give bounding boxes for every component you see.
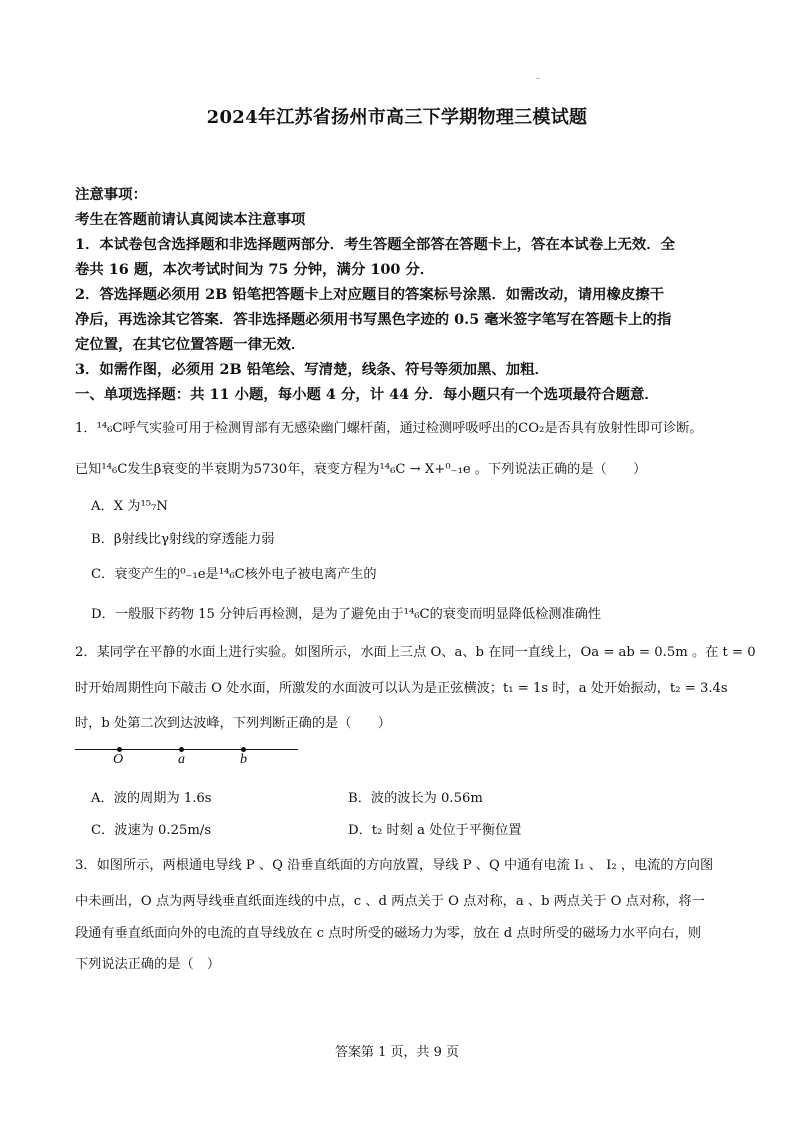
label-o: O: [113, 752, 124, 767]
q1-stem-line: 已知¹⁴₆C发生β衰变的半衰期为5730年，衰变方程为¹⁴₆C → X+⁰₋₁e 。下列说法正确的是（ ）: [75, 462, 647, 477]
notes-heading: 注意事项：: [75, 186, 147, 203]
q3-stem-line: 中未画出，O 点为两导线垂直纸面连线的中点，c 、d 两点关于 O 点对称，a 、b 两点关于 O 点对称，将一: [75, 894, 705, 909]
section-heading: 一、单项选择题：共 11 小题，每小题 4 分，计 44 分．每小题只有一个选项最符合题意．: [75, 386, 659, 403]
page-title: 2024年江苏省扬州市高三下学期物理三模试题: [206, 107, 588, 128]
notes-line: 卷共 16 题，本次考试时间为 75 分钟，满分 100 分．: [75, 261, 435, 278]
q1-option-b: B．β射线比γ射线的穿透能力弱: [91, 532, 275, 547]
q1-option-a: A．X 为¹⁵₇N: [91, 499, 168, 514]
q2-stem-line: 时开始周期性向下敲击 O 处水面，所激发的水面波可以认为是正弦横波；t₁ = 1s 时，a 处开始振动，t₂ = 3.4s: [75, 681, 728, 696]
q2-option-b: B．波的波长为 0.56m: [348, 791, 483, 806]
notes-line: 定位置，在其它位置答题一律无效．: [75, 336, 306, 353]
q3-stem-line: 3．如图所示，两根通电导线 P 、Q 沿垂直纸面的方向放置，导线 P 、Q 中通有电流 I₁ 、 I₂ ，电流的方向图: [75, 858, 714, 873]
q3-stem-line: 段通有垂直纸面向外的电流的直导线放在 c 点时所受的磁场力为零，放在 d 点时所受的磁场力水平向右，则: [75, 926, 702, 941]
q2-stem-line: 时，b 处第二次到达波峰，下列判断正确的是（ ）: [75, 716, 391, 731]
q1-option-d: D．一般服下药物 15 分钟后再检测，是为了避免由于¹⁴₆C的衰变而明显降低检测准确性: [91, 607, 602, 622]
q2-option-c: C．波速为 0.25m/s: [91, 823, 212, 838]
water-line: [75, 749, 298, 750]
q2-stem-line: 2．某同学在平静的水面上进行实验。如图所示，水面上三点 O、a、b 在同一直线上，Oa = ab = 0.5m 。在 t = 0: [75, 645, 756, 660]
notes-line: 净后，再选涂其它答案．答非选择题必须用书写黑色字迹的 0.5 毫米签字笔写在答题卡上的指: [75, 311, 672, 328]
notes-line: 1．本试卷包含选择题和非选择题两部分．考生答题全部答在答题卡上，答在本试卷上无效．全: [75, 236, 676, 253]
label-b: b: [240, 752, 247, 767]
notes-line: 2．答选择题必须用 2B 铅笔把答题卡上对应题目的答案标号涂黑．如需改动，请用橡皮擦干: [75, 286, 665, 303]
q3-stem-line: 下列说法正确的是（ ）: [75, 957, 221, 972]
notes-line: 3．如需作图，必须用 2B 铅笔绘、写清楚，线条、符号等须加黑、加粗．: [75, 361, 549, 378]
q2-option-a: A．波的周期为 1.6s: [91, 791, 212, 806]
q2-option-d: D．t₂ 时刻 a 处位于平衡位置: [348, 823, 522, 838]
notes-line: 考生在答题前请认真阅读本注意事项: [75, 211, 306, 228]
scan-speck: [536, 78, 540, 79]
page-footer: 答案第 1 页，共 9 页: [334, 1045, 460, 1060]
q1-option-c: C．衰变产生的⁰₋₁e是¹⁴₆C核外电子被电离产生的: [91, 567, 377, 582]
label-a: a: [178, 752, 185, 767]
q1-stem-line: 1．¹⁴₆C呼气实验可用于检测胃部有无感染幽门螺杆菌，通过检测呼吸呼出的CO₂是否具有放射性即可诊断。: [75, 421, 703, 436]
